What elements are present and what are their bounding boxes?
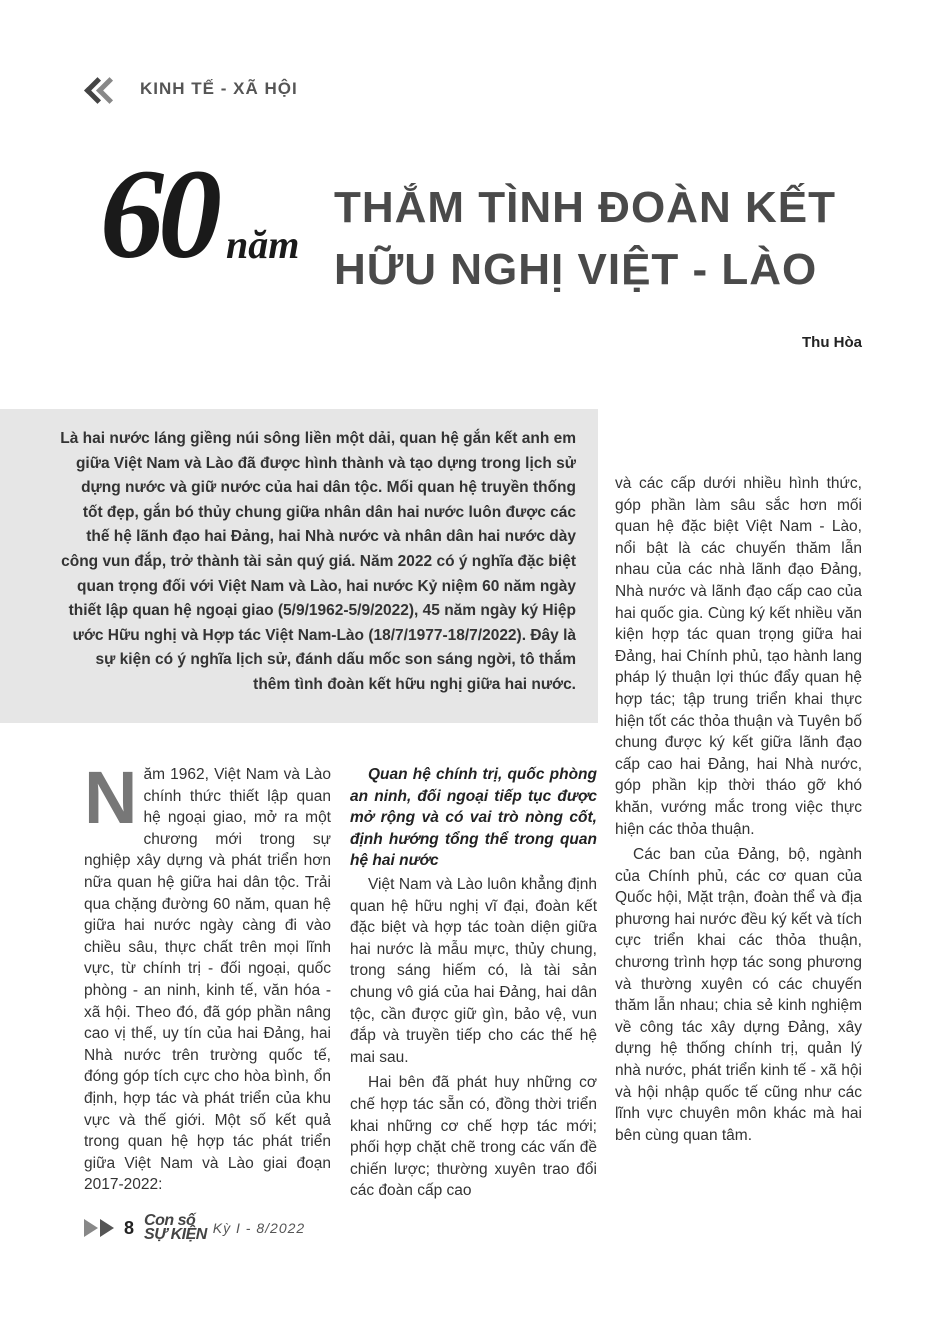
body-column-2	[350, 764, 597, 1202]
lead-box	[0, 409, 598, 723]
anniversary-suffix: năm	[226, 222, 300, 267]
body-paragraph: Các ban của Đảng, bộ, ngành của Chính phủ, các cơ quan của Quốc hội, Mặt trận, đoàn thể và địa phương hai nước đều ký kết và tích cực triển khai các thỏa thuận, chương trình hợp tác song phương và thường xuyên có các chuyến thăm lẫn nhau; chia sẻ kinh nghiệm về công tác xây dựng Đảng, xây dựng hệ thống chính trị, quản lý nhà nước, phát triển kinh tế - xã hội và hội nhập quốc tế cũng như các lĩnh vực chuyên môn khác mà hai bên cùng quan tâm.	[615, 846, 862, 1144]
page-number: 8	[124, 1217, 135, 1238]
body-paragraph: và các cấp dưới nhiều hình thức, góp phần làm sâu sắc hơn mối quan hệ đặc biệt Việt Nam - Lào, nổi bật là các chuyến thăm lẫn nhau của các nhà lãnh đạo Đảng, Nhà nước và lãnh đạo cấp cao của hai quốc gia. Cùng ký kết nhiều văn kiện hợp tác quan trọng giữa hai Đảng, hai Chính phủ, tạo hành lang pháp lý thuận lợi thúc đẩy quan hệ hợp tác; tập trung triển khai thực hiện tốt các thỏa thuận và Tuyên bố chung được ký kết giữa lãnh đạo cấp cao hai Đảng, hai Nhà nước, góp phần kịp thời tháo gỡ khó khăn, vướng mắc trong việc thực hiện các thỏa thuận.	[615, 475, 862, 838]
drop-cap: N	[84, 756, 138, 839]
page-footer	[84, 1212, 305, 1244]
double-chevron-icon	[84, 78, 130, 100]
body-column-3	[615, 473, 862, 1146]
body-column-1	[84, 756, 331, 1196]
arrow-icon	[84, 1219, 98, 1237]
body-paragraph: Việt Nam và Lào luôn khẳng định quan hệ hữu nghị vĩ đại, đoàn kết đặc biệt và hợp tác toàn diện giữa hai nước là mẫu mực, thủy chung, trong sáng hiếm có, là tài sản chung vô giá của hai Đảng, hai dân tộc, cần được giữ gìn, bảo vệ, vun đắp và truyền tiếp cho các thế hệ mai sau.	[350, 875, 597, 1066]
issue-label: Kỳ I - 8/2022	[212, 1220, 306, 1236]
magazine-logo	[144, 1214, 207, 1242]
author-byline: Thu Hòa	[802, 334, 862, 351]
body-paragraph: ăm 1962, Việt Nam và Lào chính thức thiết lập quan hệ ngoại giao, mở ra một chương mới trong sự nghiệp xây dựng và phát triển hơn nữa quan hệ giữa hai dân tộc. Trải qua chặng đường 60 năm, quan hệ giữa hai nước ngày càng đi vào chiều sâu, thực chất trên mọi lĩnh vực, từ chính trị - đối ngoại, quốc phòng - an ninh, kinh tế, văn hóa - xã hội. Theo đó, đã góp phần nâng cao vị thế, uy tín của hai Đảng, hai Nhà nước trên trường quốc tế, đóng góp tích cực cho hòa bình, ổn định, hợp tác và phát triển của khu vực và thế giới. Một số kết quả trong quan hệ hợp tác phát triển giữa Việt Nam và Lào giai đoạn 2017-2022:	[84, 766, 331, 1194]
lead-paragraph: Là hai nước láng giềng núi sông liền một dải, quan hệ gắn kết anh em giữa Việt Nam và Lào đã được hình thành và tạo dựng trong lịch sử dựng nước và giữ nước của hai dân tộc. Mối quan hệ truyền thống tốt đẹp, gắn bó thủy chung giữa nhân dân hai nước luôn được các thế hệ lãnh đạo hai Đảng, hai Nhà nước và nhân dân hai nước dày công vun đắp, trở thành tài sản quý giá. Năm 2022 có ý nghĩa đặc biệt quan trọng đối với Việt Nam và Lào, hai nước Kỷ niệm 60 năm ngày thiết lập quan hệ ngoại giao (5/9/1962-5/9/2022), 45 năm ngày ký Hiệp ước Hữu nghị và Hợp tác Việt Nam-Lào (18/7/1977-18/7/2022). Đây là sự kiện có ý nghĩa lịch sử, đánh dấu mốc son sáng ngời, tô thắm thêm tình đoàn kết hữu nghị giữa hai nước.	[60, 430, 576, 693]
logo-line-1: Con số	[144, 1212, 196, 1229]
arrow-icon	[100, 1219, 114, 1237]
anniversary-number: 60	[100, 143, 216, 285]
headline-line-2: HỮU NGHỊ VIỆT - LÀO	[334, 245, 818, 294]
body-paragraph: Hai bên đã phát huy những cơ chế hợp tác sẵn có, đồng thời triển khai những cơ chế hợp tác mới; phối hợp chặt chẽ trong các vấn đề chiến lược; thường xuyên trao đổi các đoàn cấp cao	[350, 1074, 597, 1200]
headline-line-1: THẮM TÌNH ĐOÀN KẾT	[334, 183, 836, 232]
section-label: KINH TẾ - XÃ HỘI	[140, 79, 298, 98]
subheading: Quan hệ chính trị, quốc phòng an ninh, đối ngoại tiếp tục được mở rộng và có vai trò nòng cốt, định hướng tổng thể trong quan hệ hai nước	[350, 766, 597, 870]
logo-line-2: SỰ KIỆN	[144, 1226, 207, 1243]
section-header	[84, 76, 298, 102]
